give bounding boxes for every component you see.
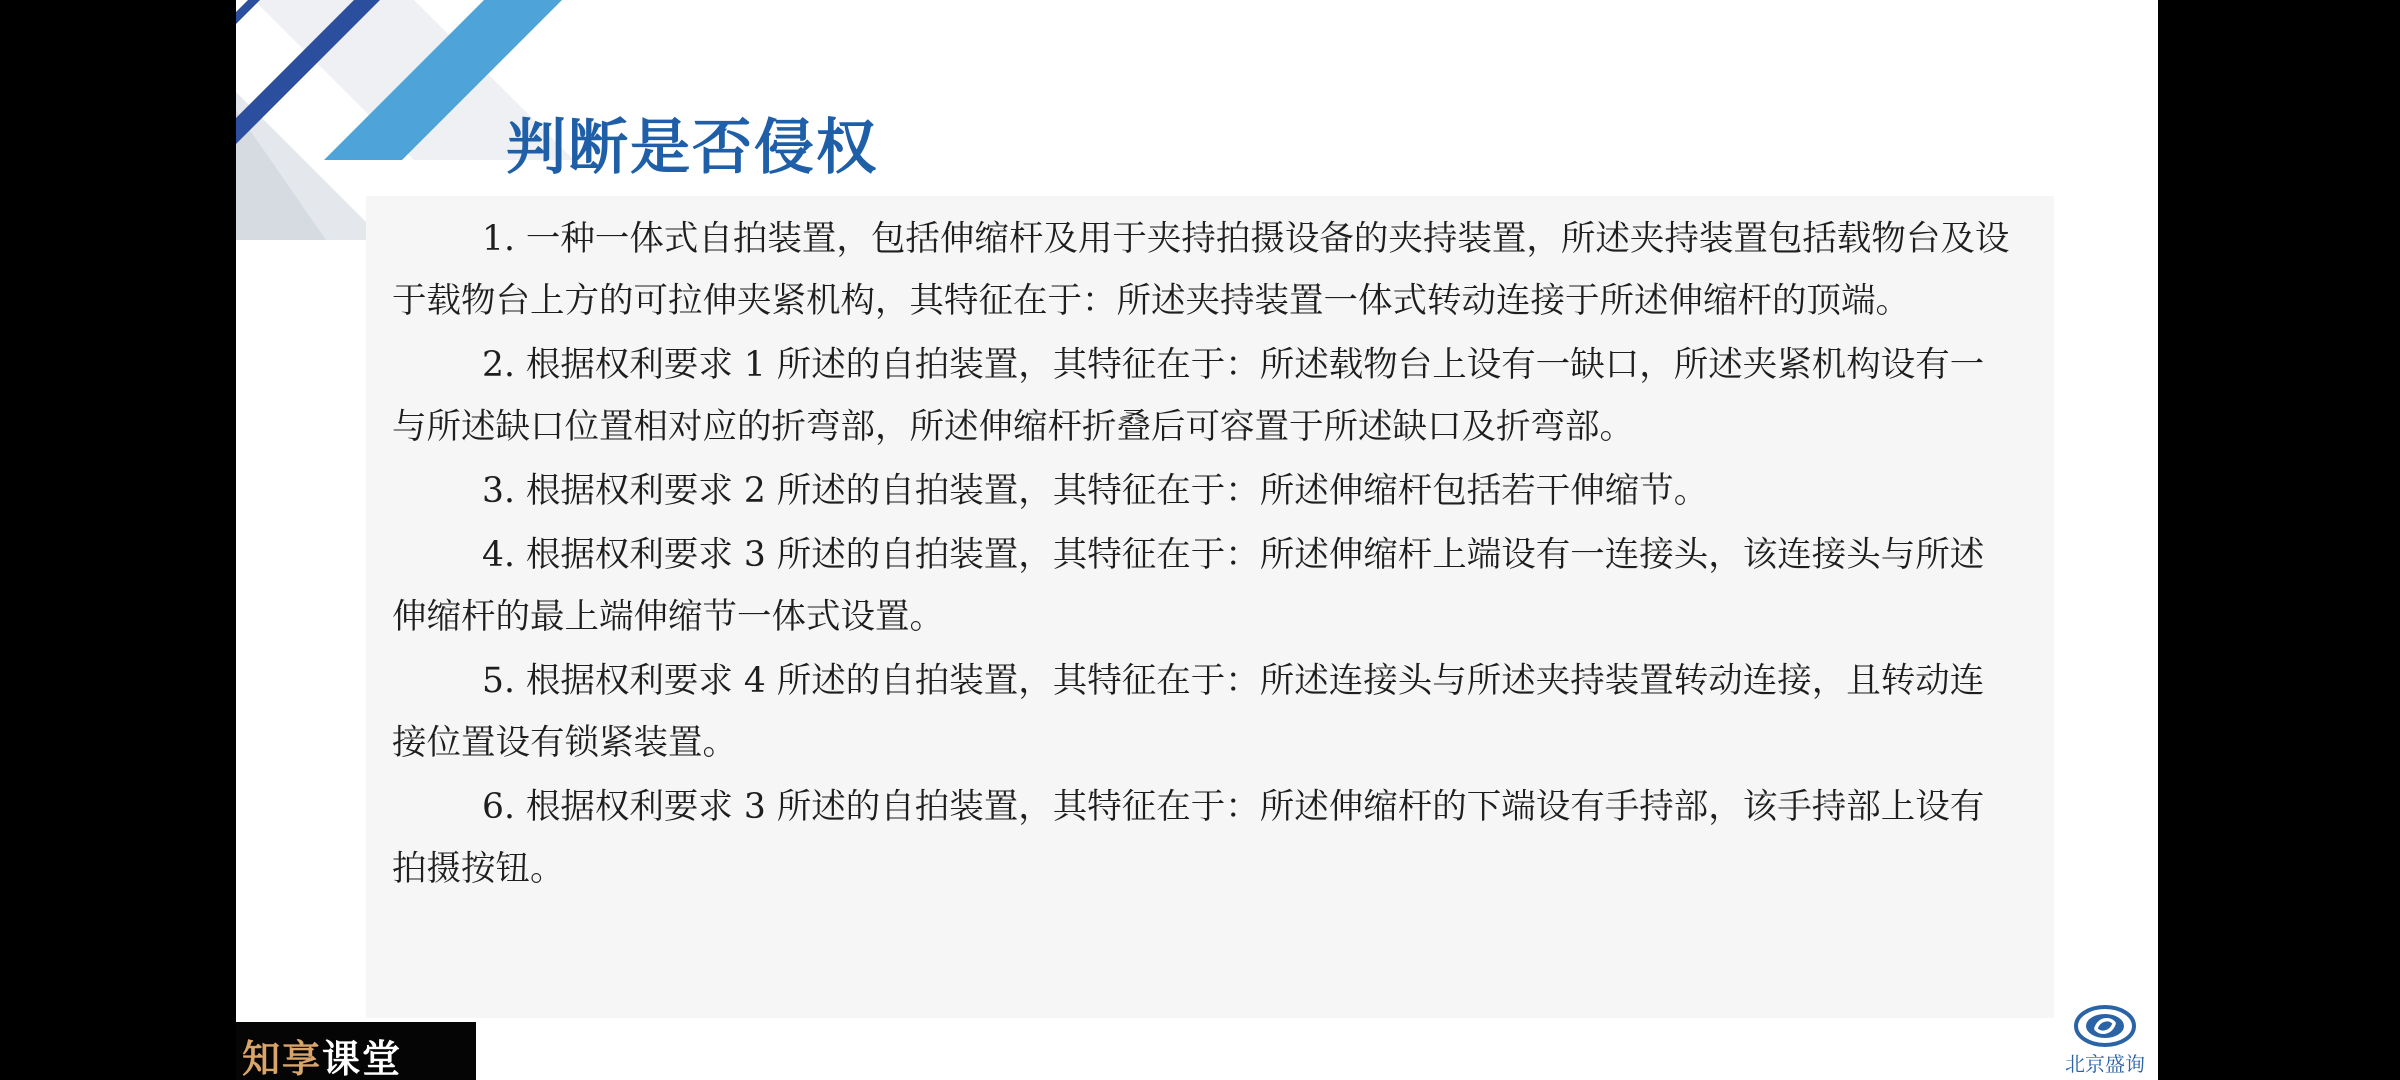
claim-1: 1. 一种一体式自拍装置，包括伸缩杆及用于夹持拍摄设备的夹持装置，所述夹持装置包括载物台及设于载物台上方的可拉伸夹紧机构，其特征在于：所述夹持装置一体式转动连接于所述伸缩杆的顶端。 [392,219,2010,321]
zhixiang-ketang-watermark [236,1022,476,1080]
claim-5: 5. 根据权利要求 4 所述的自拍装置，其特征在于：所述连接头与所述夹持装置转动连接，且转动连接位置设有锁紧装置。 [392,661,1985,763]
logo-text: 北京盛询 [2065,1052,2145,1076]
slide-title: 判断是否侵权 [506,113,878,183]
shengxun-logo-icon [2074,1004,2136,1048]
beijing-shengxun-logo [2050,1004,2160,1080]
presentation-slide [236,0,2158,1080]
patent-claims-list [392,208,2012,900]
claim-4: 4. 根据权利要求 3 所述的自拍装置，其特征在于：所述伸缩杆上端设有一连接头，该连接头与所述伸缩杆的最上端伸缩节一体式设置。 [392,535,1985,637]
watermark-part-2: 课堂 [322,1036,403,1080]
claim-2: 2. 根据权利要求 1 所述的自拍装置，其特征在于：所述载物台上设有一缺口，所述夹紧机构设有一与所述缺口位置相对应的折弯部，所述伸缩杆折叠后可容置于所述缺口及折弯部。 [392,345,1985,447]
claim-6: 6. 根据权利要求 3 所述的自拍装置，其特征在于：所述伸缩杆的下端设有手持部，该手持部上设有拍摄按钮。 [392,787,1985,889]
watermark-part-1: 知享 [242,1036,323,1080]
claim-3: 3. 根据权利要求 2 所述的自拍装置，其特征在于：所述伸缩杆包括若干伸缩节。 [482,471,1709,511]
watermark-text [242,1028,402,1080]
